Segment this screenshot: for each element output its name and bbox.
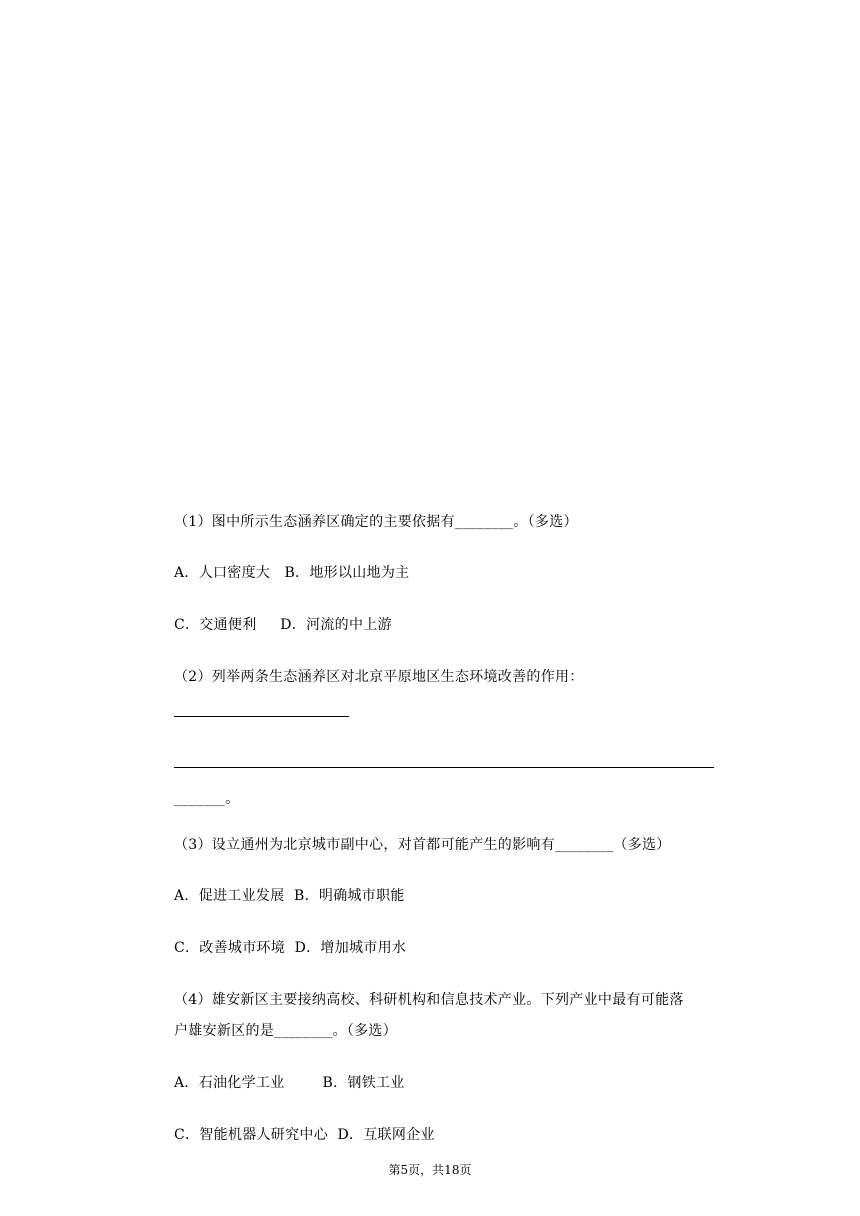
question-3-stem: （3）设立通州为北京城市副中心，对首都可能产生的影响有________（多选） bbox=[174, 837, 671, 853]
question-1-stem: （1）图中所示生态涵养区确定的主要依据有________。（多选） bbox=[174, 514, 578, 530]
question-1-options-cd: C．交通便利 D．河流的中上游 bbox=[174, 617, 392, 633]
question-3-options-cd: C．改善城市环境 D．增加城市用水 bbox=[174, 940, 407, 956]
question-2-stem: （2）列举两条生态涵养区对北京平原地区生态环境改善的作用： bbox=[174, 669, 584, 685]
answer-blank-line-short bbox=[174, 716, 349, 717]
question-3-options-ab: A．促进工业发展 B．明确城市职能 bbox=[174, 888, 405, 904]
question-1-options-ab: A．人口密度大 B．地形以山地为主 bbox=[174, 565, 410, 581]
question-2-answer-end: _______。 bbox=[174, 791, 240, 807]
answer-blank-line-long bbox=[174, 767, 714, 768]
question-4-stem-line2: 户雄安新区的是________。（多选） bbox=[174, 1023, 397, 1039]
question-4-options-ab: A．石油化学工业 B．钢铁工业 bbox=[174, 1075, 405, 1091]
page-number-footer: 第5页，共18页 bbox=[388, 1163, 472, 1177]
question-4-options-cd: C．智能机器人研究中心 D．互联网企业 bbox=[174, 1127, 435, 1143]
question-4-stem-line1: （4）雄安新区主要接纳高校、科研机构和信息技术产业。下列产业中最有可能落 bbox=[174, 992, 684, 1008]
